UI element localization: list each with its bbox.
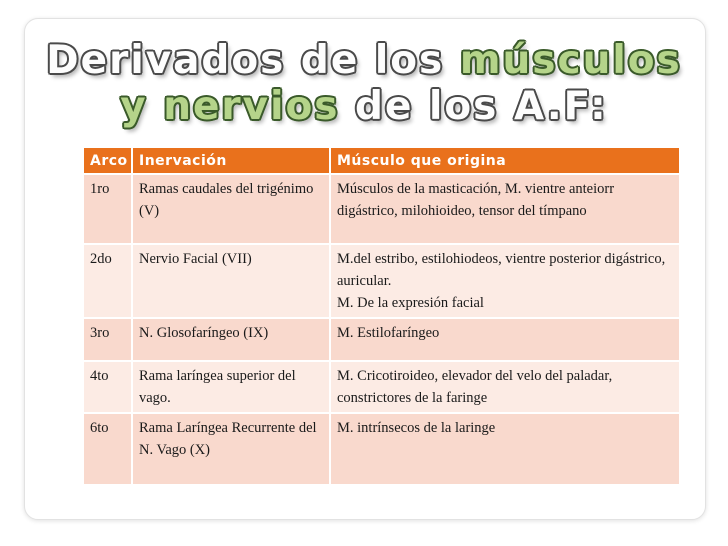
table-row	[84, 318, 679, 361]
cell-arco: 6to	[84, 413, 132, 485]
cell-inervacion: Rama Laríngea Recurrente del N. Vago (X)	[132, 413, 330, 485]
table-row	[84, 413, 679, 485]
table-row	[84, 361, 679, 413]
cell-musculo-line: M.del estribo, estilohiodeos, vientre posterior digástrico, auricular.	[337, 251, 666, 289]
cell-inervacion: Ramas caudales del trigénimo (V)	[132, 174, 330, 244]
cell-musculo	[330, 244, 679, 318]
cell-arco: 2do	[84, 244, 132, 318]
slide-title	[24, 38, 704, 130]
derivatives-table	[84, 148, 679, 486]
cell-musculo-line: M. Cricotiroideo, elevador del velo del paladar, constrictores de la faringe	[337, 368, 613, 406]
cell-musculo	[330, 318, 679, 361]
cell-inervacion: Rama laríngea superior del vago.	[132, 361, 330, 413]
cell-arco: 3ro	[84, 318, 132, 361]
cell-musculo-line: M. Estilofaríngeo	[337, 325, 440, 341]
cell-inervacion: Nervio Facial (VII)	[132, 244, 330, 318]
cell-arco: 4to	[84, 361, 132, 413]
table-header-row	[84, 148, 679, 174]
title-highlight: y nervios	[120, 84, 340, 129]
table-row	[84, 174, 679, 244]
cell-musculo	[330, 413, 679, 485]
title-line-1	[24, 38, 704, 84]
table-row	[84, 244, 679, 318]
cell-musculo	[330, 361, 679, 413]
title-text: Derivados de los	[46, 38, 460, 83]
header-inervacion: Inervación	[132, 148, 330, 174]
cell-musculo-line: M. De la expresión facial	[337, 295, 484, 311]
cell-musculo-line: Músculos de la masticación, M. vientre anteiorr digástrico, milohioideo, tensor del tímpano	[337, 181, 615, 219]
header-musculo: Músculo que origina	[330, 148, 679, 174]
header-arco: Arco	[84, 148, 132, 174]
title-line-2	[24, 84, 704, 130]
cell-inervacion: N. Glosofaríngeo (IX)	[132, 318, 330, 361]
title-highlight: músculos	[459, 38, 682, 83]
cell-musculo	[330, 174, 679, 244]
cell-arco: 1ro	[84, 174, 132, 244]
cell-musculo-line: M. intrínsecos de la laringe	[337, 420, 496, 436]
title-text: de los A.F:	[339, 84, 608, 129]
